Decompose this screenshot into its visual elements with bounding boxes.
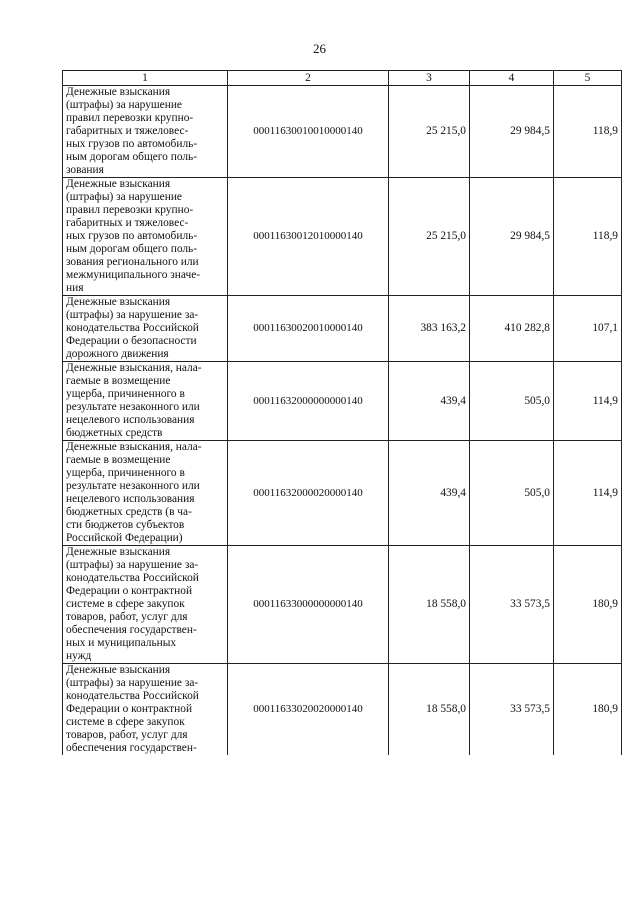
revenue-name-line: конодательства Российской [66,690,199,702]
budget-code-cell: 00011632000020000140 [228,441,389,546]
revenue-name-cell [63,664,228,756]
plan-value-cell: 18 558,0 [389,664,470,756]
actual-value-cell: 505,0 [470,441,554,546]
revenue-name-line: гаемые в возмещение [66,454,171,466]
revenue-name-line: Денежные взыскания [66,546,171,558]
column-header: 3 [389,71,470,86]
revenue-name-line: товаров, работ, услуг для [66,611,188,623]
revenue-name-line: сти бюджетов субъектов [66,519,185,531]
revenue-name-cell [63,441,228,546]
revenue-name-line: обеспечения государствен- [66,742,197,754]
table-row [63,664,622,756]
revenue-name-line: товаров, работ, услуг для [66,729,188,741]
actual-value-cell: 29 984,5 [470,178,554,296]
revenue-name-line: ущерба, причиненного в [66,467,185,479]
revenue-name-line: Российской Федерации) [66,532,183,544]
table-header-row [63,71,622,86]
revenue-name-line: Денежные взыскания [66,296,171,308]
revenue-name-line: конодательства Российской [66,572,199,584]
revenue-name-line: гаемые в возмещение [66,375,171,387]
revenue-name-line: ным дорогам общего поль- [66,243,198,255]
revenue-name-line: ным дорогам общего поль- [66,151,198,163]
revenue-name-line: Денежные взыскания [66,664,171,676]
actual-value-cell: 29 984,5 [470,86,554,178]
table-row [63,362,622,441]
percent-cell: 114,9 [554,362,622,441]
revenue-name-line: габаритных и тяжеловес- [66,217,189,229]
revenue-name-line: ных грузов по автомобиль- [66,230,198,242]
column-header: 1 [63,71,228,86]
revenue-name-cell [63,86,228,178]
revenue-name-line: ущерба, причиненного в [66,388,185,400]
table-row [63,441,622,546]
revenue-name-line: результате незаконного или [66,480,200,492]
revenue-name-cell [63,178,228,296]
revenue-name-line: ных и муниципальных [66,637,177,649]
revenue-name-line: Денежные взыскания [66,86,171,98]
budget-code-cell: 00011633000000000140 [228,546,389,664]
actual-value-cell: 505,0 [470,362,554,441]
revenue-name-line: нужд [66,650,92,662]
percent-cell: 118,9 [554,86,622,178]
revenue-name-line: (штрафы) за нарушение за- [66,309,199,321]
plan-value-cell: 439,4 [389,441,470,546]
percent-cell: 180,9 [554,664,622,756]
plan-value-cell: 25 215,0 [389,86,470,178]
column-header: 5 [554,71,622,86]
revenue-name-line: (штрафы) за нарушение [66,99,182,111]
table-row [63,178,622,296]
revenue-name-line: бюджетных средств [66,427,163,439]
revenue-name-line: бюджетных средств (в ча- [66,506,192,518]
table-row [63,86,622,178]
plan-value-cell: 439,4 [389,362,470,441]
revenue-name-line: системе в сфере закупок [66,716,185,728]
revenue-name-line: зования [66,164,104,176]
revenue-name-line: Федерации о контрактной [66,703,193,715]
percent-cell: 118,9 [554,178,622,296]
percent-cell: 107,1 [554,296,622,362]
actual-value-cell: 33 573,5 [470,664,554,756]
column-header: 2 [228,71,389,86]
revenue-name-line: Денежные взыскания [66,178,171,190]
revenue-name-line: обеспечения государствен- [66,624,197,636]
revenue-name-line: межмуниципального значе- [66,269,201,281]
budget-code-cell: 00011630012010000140 [228,178,389,296]
revenue-name-line: Денежные взыскания, нала- [66,362,202,374]
revenue-name-line: (штрафы) за нарушение за- [66,677,199,689]
revenue-name-line: Денежные взыскания, нала- [66,441,202,453]
budget-code-cell: 00011630020010000140 [228,296,389,362]
plan-value-cell: 18 558,0 [389,546,470,664]
revenue-name-line: нецелевого использования [66,493,195,505]
table-row [63,296,622,362]
revenue-name-line: нецелевого использования [66,414,195,426]
plan-value-cell: 383 163,2 [389,296,470,362]
column-header: 4 [470,71,554,86]
revenue-name-line: дорожного движения [66,348,169,360]
revenue-name-line: ных грузов по автомобиль- [66,138,198,150]
revenue-name-cell [63,296,228,362]
revenue-name-cell [63,362,228,441]
revenue-name-line: (штрафы) за нарушение за- [66,559,199,571]
revenue-name-line: Федерации о безопасности [66,335,197,347]
budget-code-cell: 00011630010010000140 [228,86,389,178]
page-number: 26 [313,41,326,56]
revenue-name-line: габаритных и тяжеловес- [66,125,189,137]
percent-cell: 114,9 [554,441,622,546]
revenue-name-cell [63,546,228,664]
percent-cell: 180,9 [554,546,622,664]
revenue-name-line: (штрафы) за нарушение [66,191,182,203]
budget-code-cell: 00011633020020000140 [228,664,389,756]
budget-code-cell: 00011632000000000140 [228,362,389,441]
table-row [63,546,622,664]
revenue-name-line: системе в сфере закупок [66,598,185,610]
budget-revenue-table [62,70,622,755]
revenue-name-line: конодательства Российской [66,322,199,334]
revenue-name-line: правил перевозки крупно- [66,112,194,124]
revenue-name-line: правил перевозки крупно- [66,204,194,216]
revenue-name-line: Федерации о контрактной [66,585,193,597]
actual-value-cell: 410 282,8 [470,296,554,362]
revenue-name-line: зования регионального или [66,256,199,268]
actual-value-cell: 33 573,5 [470,546,554,664]
revenue-name-line: результате незаконного или [66,401,200,413]
plan-value-cell: 25 215,0 [389,178,470,296]
revenue-name-line: ния [66,282,84,294]
